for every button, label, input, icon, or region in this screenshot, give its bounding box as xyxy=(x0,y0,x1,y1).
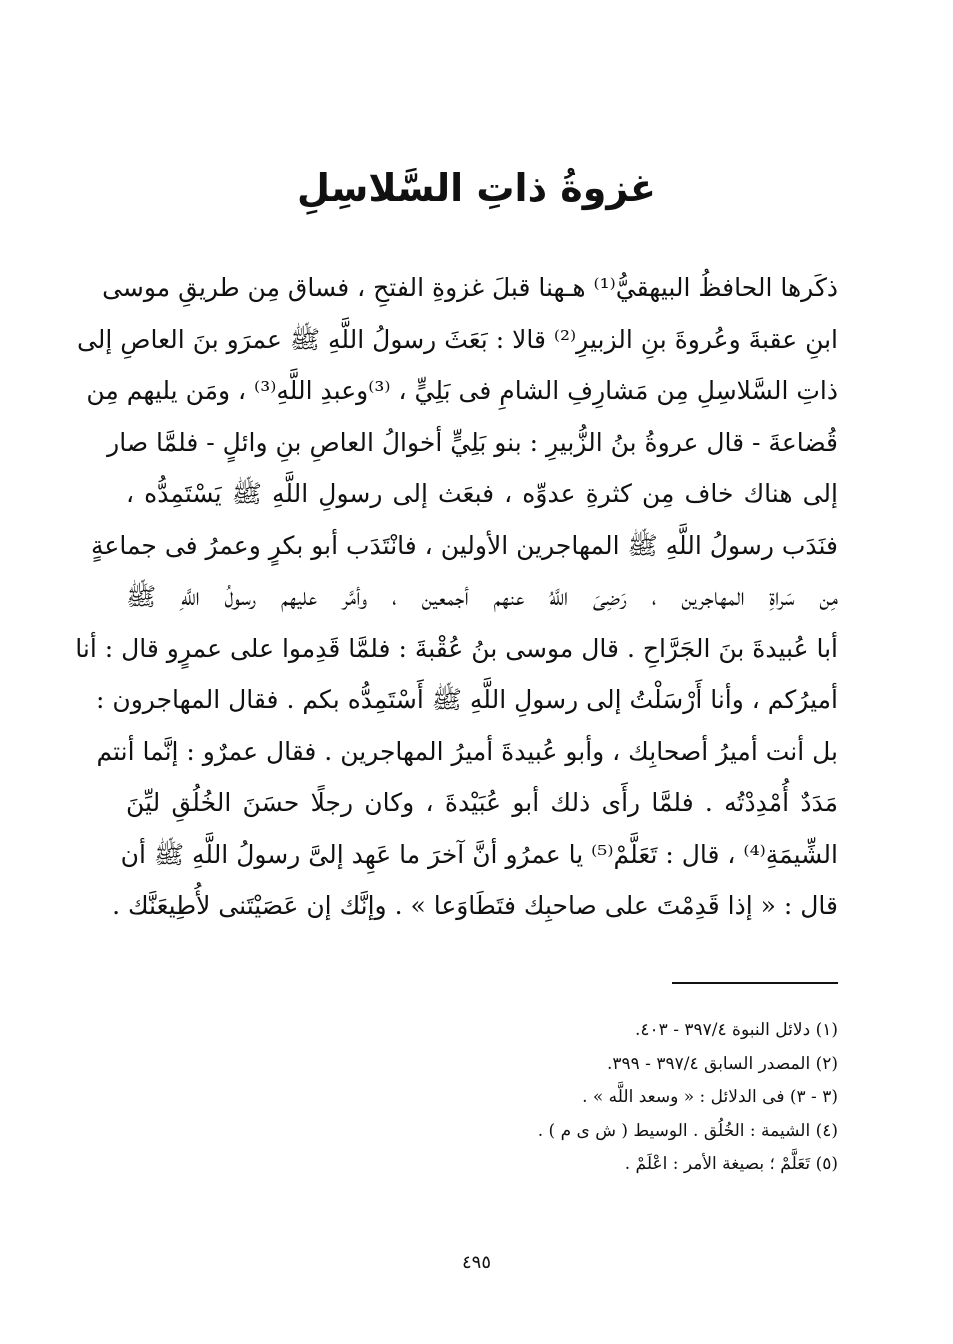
text-line: ذاتِ السَّلاسِلِ مِن مَشارِفِ الشامِ فى بَلِيٍّ ، ⁽³⁾وعبدِ اللَّهِ⁽³⁾ ، ومَن يليهم مِن xyxy=(86,376,838,405)
text-line: مَدَدٌ أُمْدِدْتُه . فلمَّا رأَى ذلك أبو عُبَيْدةَ ، وكان رجلًا حسَنَ الخُلُقِ ليِّنَ xyxy=(126,788,838,817)
text-line: أبا عُبيدةَ بنَ الجَرَّاحِ . قال موسى بنُ عُقْبةَ : فلمَّا قَدِموا على عمرٍو قال : أنا xyxy=(75,633,838,663)
footnote: (١) دلائل النبوة ٣٩٧/٤ - ٤٠٣. xyxy=(635,1020,838,1040)
footnote-divider xyxy=(672,982,838,984)
text-line: الشِّيمَةِ⁽⁴⁾ ، قال : تَعَلَّمْ⁽⁵⁾ يا عمرُو أنَّ آخرَ ما عَهِد إلىَّ رسولُ اللَّهِ ﷺ أن xyxy=(120,839,838,869)
chapter-title: غزوةُ ذاتِ السَّلاسِلِ xyxy=(297,166,656,210)
footnotes xyxy=(360,1014,838,1182)
text-line: مِن سَراةِ المهاجرين ، رَضِىَ اللَّهُ عنهم أجمعين ، وأمَّر عليهم رسولُ اللَّهِ ﷺ xyxy=(126,582,838,611)
footnote: (٣ - ٣) فى الدلائل : « وسعد اللَّه » . xyxy=(582,1087,838,1107)
text-line: إلى هناك خاف مِن كثرةِ عدوِّه ، فبعَث إلى رسولِ اللَّهِ ﷺ يَسْتَمِدُّه ، xyxy=(126,479,838,508)
text-line: قال : « إذا قَدِمْتَ على صاحبِك فتَطَاوَعا » . وإنَّك إن عَصَيْتَنى لأُطِيعَنَّك . xyxy=(112,891,838,920)
text-line: بل أنت أميرُ أصحابِك ، وأبو عُبيدةَ أميرُ المهاجرين . فقال عمرٌو : إنَّما أنتم xyxy=(96,736,838,766)
footnote: (٢) المصدر السابق ٣٩٧/٤ - ٣٩٩. xyxy=(606,1053,838,1074)
text-line: أميرُكم ، وأنا أَرْسَلْتُ إلى رسولِ اللَّهِ ﷺ أَسْتَمِدُّه بكم . فقال المهاجرون : xyxy=(95,685,838,714)
footnote: (٤) الشيمة : الخُلُق . الوسيط ( ش ى م ) . xyxy=(537,1120,838,1141)
footnote: (٥) تَعَلَّمْ ؛ بصيغة الأمر : اعْلَمْ . xyxy=(624,1154,838,1174)
text-line: فنَدَب رسولُ اللَّهِ ﷺ المهاجرين الأولين ، فانْتَدَب أبو بكرٍ وعمرُ فى جماعةٍ xyxy=(91,530,838,560)
page-number: ٤٩٥ xyxy=(461,1252,491,1273)
text-line: ذكَرها الحافظُ البيهقيُّ⁽¹⁾ هـهنا قبلَ غزوةِ الفتحِ ، فساق مِن طريقِ موسى xyxy=(102,273,838,302)
text-line: ابنِ عقبةَ وعُروةَ بنِ الزبيرِ⁽²⁾ قالا : بَعَثَ رسولُ اللَّهِ ﷺ عمرَو بنَ العاصِ إلى xyxy=(76,324,838,354)
text-line: قُضاعةَ - قال عروةُ بنُ الزُّبيرِ : بنو بَلِيٍّ أخوالُ العاصِ بنِ وائلٍ - فلمَّا صار xyxy=(107,427,838,457)
main-text xyxy=(75,262,838,932)
